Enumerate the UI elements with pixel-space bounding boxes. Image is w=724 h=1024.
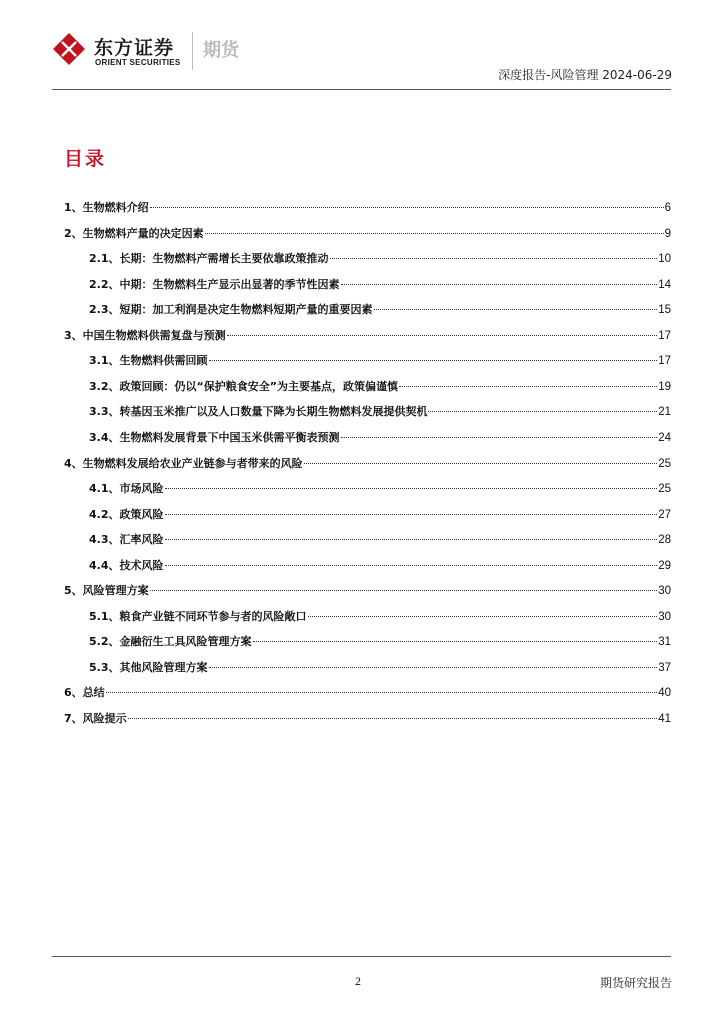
header-divider	[52, 89, 671, 90]
toc-dot-leader	[330, 258, 658, 259]
toc-subsection-entry[interactable]	[89, 659, 671, 677]
toc-dot-leader	[209, 360, 658, 361]
toc-section-entry[interactable]	[64, 684, 671, 702]
toc-subsection-entry[interactable]	[89, 531, 671, 549]
toc-dot-leader	[308, 616, 658, 617]
toc-entry-label: 2.2、中期：生物燃料生产显示出显著的季节性因素	[89, 277, 340, 291]
toc-subsection-entry[interactable]	[89, 276, 671, 294]
toc-dot-leader	[428, 411, 657, 412]
business-unit: 期货	[203, 40, 239, 61]
toc-entry-label: 3.3、转基因玉米推广以及人口数量下降为长期生物燃料发展提供契机	[89, 405, 428, 419]
toc-dot-leader	[128, 718, 658, 719]
report-meta: 深度报告-风险管理 2024-06-29	[498, 68, 672, 82]
toc-entry-page: 24	[658, 431, 671, 444]
toc-dot-leader	[253, 641, 658, 642]
toc-dot-leader	[209, 667, 658, 668]
toc-dot-leader	[227, 335, 658, 336]
orient-securities-logo-icon	[52, 32, 86, 68]
toc-entry-label: 4.3、汇率风险	[89, 533, 164, 547]
footer-divider	[52, 956, 671, 957]
footer-label: 期货研究报告	[599, 976, 672, 990]
toc-entry-label: 1、生物燃料介绍	[64, 201, 149, 214]
toc-entry-page: 37	[658, 661, 671, 674]
toc-subsection-entry[interactable]	[89, 250, 671, 268]
toc-dot-leader	[106, 692, 658, 693]
toc-entry-label: 7、风险提示	[64, 712, 127, 725]
toc-entry-label: 6、总结	[64, 686, 105, 700]
toc-entry-page: 30	[658, 585, 671, 598]
toc-entry-page: 41	[658, 713, 671, 725]
toc-section-entry[interactable]	[64, 225, 671, 243]
toc-subsection-entry[interactable]	[89, 608, 671, 626]
toc-dot-leader	[399, 386, 657, 387]
toc-subsection-entry[interactable]	[89, 480, 671, 498]
toc-subsection-entry[interactable]	[89, 557, 671, 575]
toc-entry-label: 4.2、政策风险	[89, 507, 164, 521]
toc-entry-label: 4.1、市场风险	[89, 482, 164, 496]
toc-entry-page: 40	[658, 687, 671, 700]
toc-dot-leader	[165, 539, 658, 540]
toc-entry-page: 25	[658, 483, 671, 496]
toc-entry-page: 15	[658, 304, 671, 317]
toc-dot-leader	[304, 463, 658, 464]
toc-entry-label: 2、生物燃料产量的决定因素	[64, 226, 204, 240]
toc-entry-page: 27	[658, 508, 671, 521]
toc-entry-page: 17	[658, 329, 671, 342]
toc-entry-label: 5、风险管理方案	[64, 584, 149, 598]
toc-entry-page: 17	[658, 355, 671, 368]
toc-entry-label: 4、生物燃料发展给农业产业链参与者带来的风险	[64, 456, 303, 470]
toc-entry-label: 3.4、生物燃料发展背景下中国玉米供需平衡表预测	[89, 430, 340, 444]
toc-dot-leader	[341, 284, 658, 285]
toc-entry-page: 25	[658, 457, 671, 470]
toc-entry-page: 29	[658, 559, 671, 572]
toc-subsection-entry[interactable]	[89, 506, 671, 524]
toc-dot-leader	[165, 514, 658, 515]
toc-section-entry[interactable]	[64, 199, 671, 217]
brand-divider	[192, 32, 193, 70]
toc-dot-leader	[374, 309, 658, 310]
toc-subsection-entry[interactable]	[89, 352, 671, 370]
toc-entry-page: 9	[664, 227, 671, 240]
brand-name-cn: 东方证券	[94, 37, 175, 59]
toc-dot-leader	[205, 233, 664, 234]
toc-entry-label: 2.3、短期：加工利润是决定生物燃料短期产量的重要因素	[89, 303, 373, 317]
toc-subsection-entry[interactable]	[89, 378, 671, 396]
toc-dot-leader	[150, 590, 658, 591]
toc-entry-page: 31	[658, 636, 671, 649]
page-number: 2	[355, 974, 361, 988]
toc-entry-page: 10	[658, 253, 671, 266]
toc-dot-leader	[165, 488, 658, 489]
toc-section-entry[interactable]	[64, 327, 671, 345]
toc-entry-label: 5.3、其他风险管理方案	[89, 660, 208, 674]
toc-section-entry[interactable]	[64, 710, 671, 728]
toc-entry-label: 2.1、长期：生物燃料产需增长主要依靠政策推动	[89, 252, 329, 266]
toc-entry-page: 6	[664, 202, 671, 214]
toc-section-entry[interactable]	[64, 455, 671, 473]
toc-entry-label: 3.2、政策回顾：仍以“保护粮食安全”为主要基点，政策偏谨慎	[89, 379, 398, 393]
toc-entry-page: 14	[658, 278, 671, 291]
toc-dot-leader	[165, 565, 658, 566]
page-header	[0, 0, 724, 92]
toc-entry-label: 3.1、生物燃料供需回顾	[89, 354, 208, 368]
toc-entry-page: 19	[658, 380, 671, 393]
toc-entry-page: 30	[658, 610, 671, 623]
toc-dot-leader	[341, 437, 658, 438]
toc-entry-page: 21	[658, 406, 671, 419]
toc-entry-label: 5.1、粮食产业链不同环节参与者的风险敞口	[89, 609, 307, 623]
toc-entry-page: 28	[658, 534, 671, 547]
toc-entry-label: 3、中国生物燃料供需复盘与预测	[64, 328, 226, 342]
toc-subsection-entry[interactable]	[89, 403, 671, 421]
toc-entry-label: 5.2、金融衍生工具风险管理方案	[89, 635, 252, 649]
toc-section-entry[interactable]	[64, 582, 671, 600]
toc-dot-leader	[150, 207, 664, 208]
toc-subsection-entry[interactable]	[89, 429, 671, 447]
toc-subsection-entry[interactable]	[89, 633, 671, 651]
toc-subsection-entry[interactable]	[89, 301, 671, 319]
toc-title: 目录	[64, 148, 107, 170]
toc-entry-label: 4.4、技术风险	[89, 558, 164, 572]
brand-name-en: ORIENT SECURITIES	[95, 58, 181, 67]
